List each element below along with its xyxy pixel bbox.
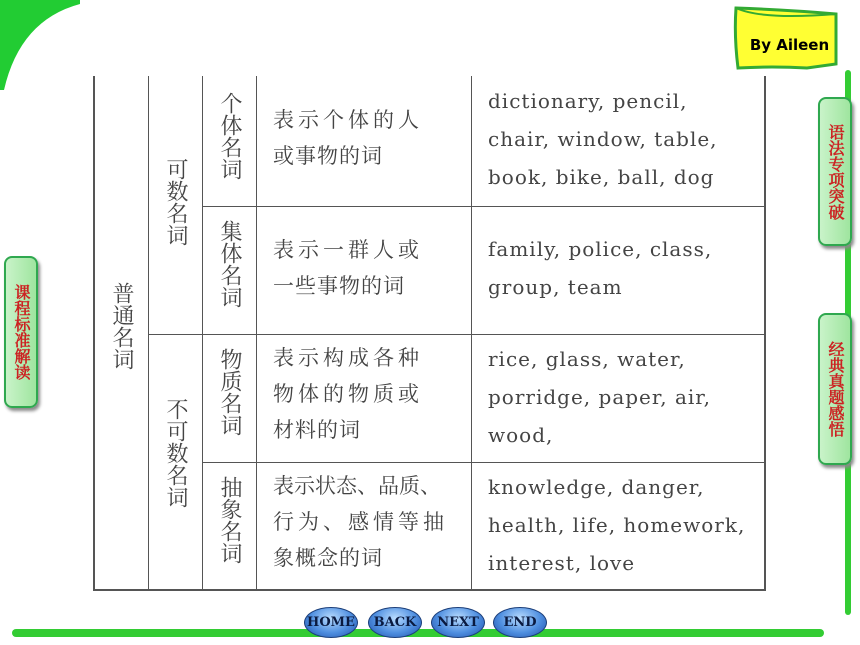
description-line: 材料的词 [273,418,361,442]
noun-examples [488,340,752,454]
noun-classification-table [93,76,766,591]
noun-type-description [273,340,423,448]
tab-label: 课程标准解读 [12,284,31,380]
table-divider [256,76,257,589]
noun-type-label: 抽象名词 [217,476,242,564]
table-divider [471,76,472,589]
table-divider [202,76,203,589]
table-divider [202,462,764,463]
noun-examples [488,230,752,306]
tab-classic-exam-questions[interactable] [818,313,852,465]
description-line: 表示状态、品质、 [273,474,441,498]
author-label: By Aileen [749,36,830,54]
description-line: 表示构成各种 [273,346,423,370]
example-line: book, bike, ball, dog [488,165,715,189]
tab-curriculum-standards[interactable] [4,256,38,408]
noun-type-description [273,468,448,576]
end-button[interactable]: END [493,607,547,638]
noun-examples [488,468,752,582]
tab-label: 语法专项突破 [826,123,845,220]
table-divider [148,334,764,335]
back-button[interactable]: BACK [368,607,422,638]
noun-examples [488,82,752,196]
noun-type-description [273,232,423,304]
subcategory-uncountable: 不可数名词 [163,398,188,508]
description-line: 表示个体的人 [273,108,423,132]
example-line: porridge, paper, air, [488,385,712,409]
category-common-noun: 普通名词 [109,282,134,370]
example-line: rice, glass, water, [488,347,686,371]
corner-decoration [0,0,80,90]
example-line: health, life, homework, [488,513,746,537]
example-line: dictionary, pencil, [488,89,688,113]
noun-type-description [273,102,423,174]
description-line: 或事物的词 [273,144,383,168]
noun-type-label: 个体名词 [217,92,242,180]
description-line: 象概念的词 [273,546,383,570]
example-line: interest, love [488,551,636,575]
example-line: family, police, class, [488,237,713,261]
description-line: 物体的物质或 [273,382,423,406]
home-button[interactable]: HOME [304,607,358,638]
description-line: 行为、感情等抽 [273,510,448,534]
example-line: wood, [488,423,554,447]
example-line: knowledge, danger, [488,475,705,499]
subcategory-countable: 可数名词 [163,158,188,246]
description-line: 表示一群人或 [273,238,423,262]
noun-type-label: 物质名词 [217,348,242,436]
noun-type-label: 集体名词 [217,220,242,308]
tab-label: 经典真题感悟 [826,341,845,437]
table-divider [202,206,764,207]
table-divider [148,76,149,589]
next-button[interactable]: NEXT [431,607,485,638]
example-line: group, team [488,275,623,299]
description-line: 一些事物的词 [273,274,405,298]
tab-grammar-breakthrough[interactable] [818,97,852,246]
example-line: chair, window, table, [488,127,718,151]
